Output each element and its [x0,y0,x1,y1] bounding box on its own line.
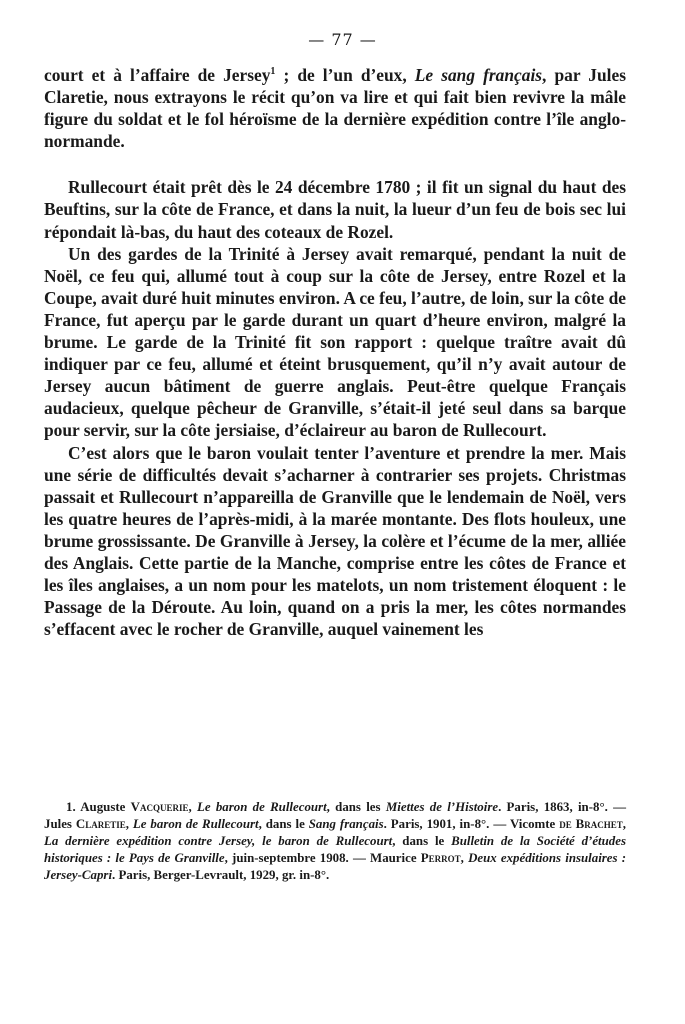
text-run: 1. Auguste [66,800,131,814]
text-run: , par Jules Claretie, nous extrayons le récit qu’on va lire et qui fait bien revivre la mâle figure du soldat et le fol héroïsme de la dernière expédition contre l’île anglo-normande. [44,65,626,152]
small-caps-name: Claretie [75,817,126,831]
paragraph [44,176,626,242]
italic-text: Bulletin de la Société d’études historiques : le Pays de Granville [44,834,626,865]
footnote [44,799,626,884]
italic-text: La dernière expédition contre Jersey, le baron de Rullecourt [44,834,393,848]
text-run: , [188,800,197,814]
text-run: . Paris, 1901, in-8°. — Vicomte [383,817,560,831]
page-number: — 77 — [308,30,377,49]
text-run: Un des gardes de la Trinité à Jersey avait remarqué, pendant la nuit de Noël, ce feu qui, allumé tout à coup sur la côte de Jersey, entre Rozel et la Coupe, avait duré huit minutes environ. A ce feu, l’autre, de loin, sur la côte de France, fut aperçu par le garde durant un quart d’heure environ, malgré la brume. Le garde de la Trinité fit son rapport : quelque traître avait dû indiquer par ce feu, allumé et éteint brusquement, qu’il n’y avait autour de Jersey aucun bâtiment de guerre anglais. Peut-être quelque Français audacieux, quelque pêcheur de Granville, s’était-il jeté seul dans sa barque pour servir, sur la côte jersiaise, d’éclaireur au baron de Rullecourt. [44,243,626,441]
italic-text: Le baron de Rullecourt [196,800,327,814]
text-run: , dans le [258,817,309,831]
italic-text: Le baron de Rullecourt [132,817,259,831]
text-run: , juin-septembre 1908. — Maurice [224,851,421,865]
text-run: , dans le [392,834,452,848]
italic-text: Le sang français [414,65,543,85]
text-run: , dans les [326,800,386,814]
text-run: Rullecourt était prêt dès le 24 décembre 1780 ; il fit un signal du haut des Beuftins, sur la côte de France, et dans la nuit, la lueur d’un feu de bois sec lui répondait là-bas, du haut des coteaux de Rozel. [44,177,626,242]
small-caps-name: Vacquerie [130,800,189,814]
text-run: , [125,817,133,831]
text-run: ; de l’un d’eux, [275,65,415,85]
italic-text: Sang français [308,817,384,831]
footnote-marker: 1 [270,66,276,78]
italic-text: Deux expéditions insulaires : Jersey-Capri [44,851,627,882]
paragraph [44,442,626,641]
body-text [44,64,626,640]
text-run: . Paris, 1863, in-8°. — Jules [44,800,626,831]
footnotes [44,799,626,884]
text-run: court et à l’affaire de Jersey [44,65,271,85]
text-run: . Paris, Berger-Levrault, 1929, gr. in-8°. [112,868,330,882]
paragraph [44,243,626,442]
italic-text: Miettes de l’Histoire [385,800,499,814]
small-caps-name: de Brachet [559,817,623,831]
text-run: C’est alors que le baron voulait tenter l’aventure et prendre la mer. Mais une série de difficultés devait s’acharner à contrarier ses projets. Christmas passait et Rullecourt n’appareilla de Granville que le lendemain de Noël, vers les quatre heures de l’après-midi, à la marée montante. Des flots houleux, une brume grossissante. De Granville à Jersey, la colère et l’écume de la mer, alliée des Anglais. Cette partie de la Manche, comprise entre les côtes de France et les îles anglaises, a un nom pour les matelots, un nom tristement éloquent : le Passage de la Déroute. Au loin, quand on a pris la mer, les côtes normandes s’effacent avec le rocher de Granville, auquel vainement les [44,442,626,640]
text-run: , [460,851,469,865]
paragraph [44,64,626,152]
small-caps-name: Perrot [420,851,461,865]
text-run: , [622,817,627,831]
